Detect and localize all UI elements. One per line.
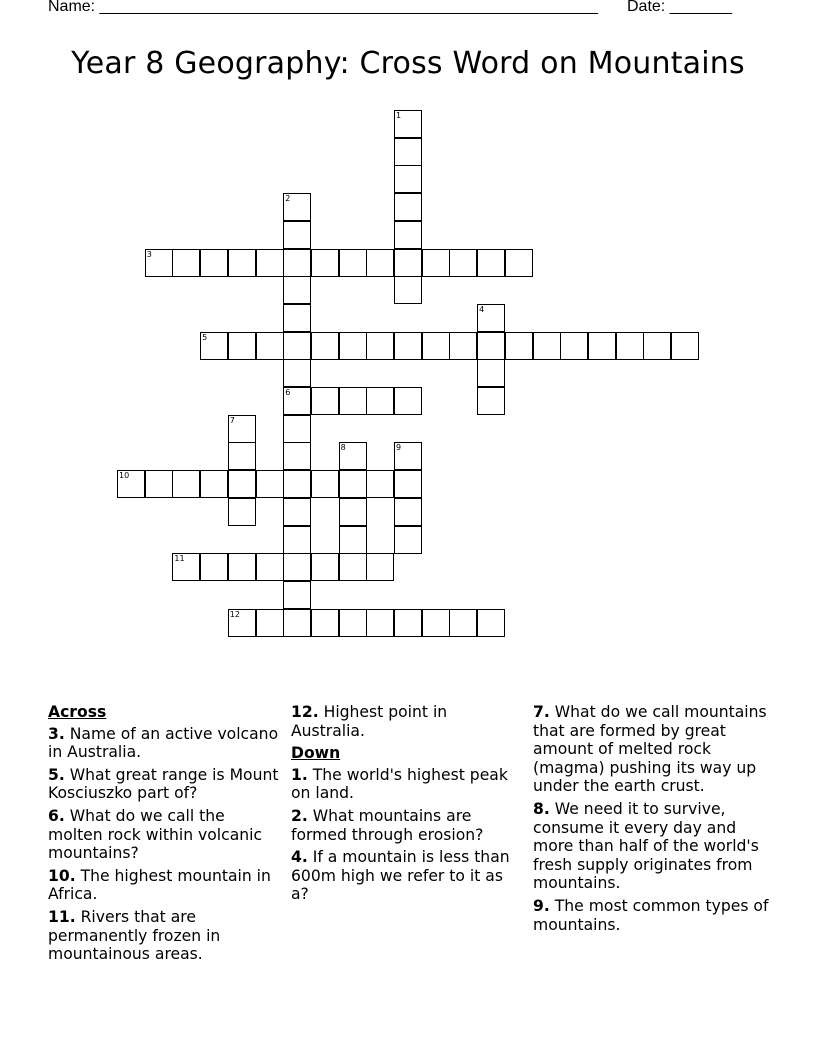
crossword-cell[interactable] xyxy=(366,387,394,415)
crossword-cell[interactable] xyxy=(256,470,284,498)
clue-text: The highest mountain in Africa. xyxy=(48,866,271,904)
crossword-cell[interactable] xyxy=(228,553,256,581)
crossword-cell[interactable] xyxy=(228,332,256,360)
crossword-cell[interactable] xyxy=(283,193,311,221)
crossword-cell[interactable] xyxy=(228,609,256,637)
clue-start-number: 9 xyxy=(396,443,402,453)
crossword-cell[interactable] xyxy=(394,609,422,637)
crossword-cell[interactable] xyxy=(256,553,284,581)
crossword-cell[interactable] xyxy=(283,470,311,498)
crossword-cell[interactable] xyxy=(172,553,200,581)
crossword-cell[interactable] xyxy=(505,332,533,360)
clue-number: 9. xyxy=(533,896,550,915)
crossword-cell[interactable] xyxy=(339,387,367,415)
clue-start-number: 5 xyxy=(202,332,208,342)
crossword-cell[interactable] xyxy=(339,470,367,498)
crossword-cell[interactable] xyxy=(339,609,367,637)
clue-text: If a mountain is less than 600m high we refer to it as a? xyxy=(291,848,510,904)
clue-number: 4. xyxy=(291,848,308,867)
clue-start-number: 1 xyxy=(396,111,402,120)
crossword-cell[interactable] xyxy=(366,249,394,277)
crossword-cell[interactable] xyxy=(477,332,505,360)
clue-across-12 xyxy=(291,703,523,740)
clue-number: 6. xyxy=(48,806,65,825)
crossword-cell[interactable] xyxy=(172,249,200,277)
clue-number: 8. xyxy=(533,799,550,818)
crossword-cell[interactable] xyxy=(145,249,173,277)
crossword-cell[interactable] xyxy=(533,332,561,360)
clue-text: Name of an active volcano in Australia. xyxy=(48,724,279,762)
clue-number: 7. xyxy=(533,703,550,721)
crossword-cell[interactable] xyxy=(339,442,367,470)
clue-number: 12. xyxy=(291,703,319,721)
crossword-cell[interactable] xyxy=(145,470,173,498)
crossword-cell[interactable] xyxy=(616,332,644,360)
crossword-cell[interactable] xyxy=(394,276,422,304)
crossword-cell[interactable] xyxy=(339,249,367,277)
crossword-cell[interactable] xyxy=(283,553,311,581)
crossword-cell[interactable] xyxy=(366,332,394,360)
crossword-cell[interactable] xyxy=(283,609,311,637)
crossword-cell[interactable] xyxy=(394,110,422,138)
clue-column-3 xyxy=(533,703,771,938)
clue-start-number: 3 xyxy=(146,249,152,259)
clue-text: What do we call the molten rock within volcanic mountains? xyxy=(48,806,263,863)
clue-across-3 xyxy=(48,725,280,762)
clue-start-number: 7 xyxy=(229,415,235,425)
crossword-cell[interactable] xyxy=(228,442,256,470)
crossword-cell[interactable] xyxy=(449,609,477,637)
crossword-cell[interactable] xyxy=(117,470,145,498)
crossword-cell[interactable] xyxy=(311,332,339,360)
crossword-cell[interactable] xyxy=(422,332,450,360)
crossword-cell[interactable] xyxy=(422,609,450,637)
clue-column-2 xyxy=(291,703,523,908)
crossword-cell[interactable] xyxy=(283,526,311,554)
crossword-cell[interactable] xyxy=(588,332,616,360)
crossword-cell[interactable] xyxy=(283,359,311,387)
clue-number: 11. xyxy=(48,907,76,926)
clue-down-8 xyxy=(533,800,771,893)
crossword-cell[interactable] xyxy=(311,249,339,277)
crossword-cell[interactable] xyxy=(366,553,394,581)
crossword-cell[interactable] xyxy=(394,249,422,277)
crossword-cell[interactable] xyxy=(339,526,367,554)
crossword-cell[interactable] xyxy=(505,249,533,277)
clue-text: What do we call mountains that are formed by great amount of melted rock (magma) pushing its way up under the earth crust. xyxy=(533,703,767,796)
crossword-cell[interactable] xyxy=(394,193,422,221)
crossword-cell[interactable] xyxy=(283,332,311,360)
crossword-cell[interactable] xyxy=(477,249,505,277)
clue-start-number: 8 xyxy=(340,443,346,453)
clue-text: What great range is Mount Kosciuszko part of? xyxy=(48,765,279,803)
crossword-cell[interactable] xyxy=(228,498,256,526)
crossword-cell[interactable] xyxy=(200,332,228,360)
crossword-cell[interactable] xyxy=(560,332,588,360)
clue-start-number: 2 xyxy=(285,194,291,204)
date-field-label: Date: _______ xyxy=(627,0,732,15)
crossword-cell[interactable] xyxy=(643,332,671,360)
crossword-cell[interactable] xyxy=(394,470,422,498)
clue-down-9 xyxy=(533,897,771,934)
clue-across-6 xyxy=(48,807,280,863)
crossword-cell[interactable] xyxy=(422,249,450,277)
clue-start-number: 12 xyxy=(229,609,240,619)
crossword-cell[interactable] xyxy=(394,138,422,166)
name-field-label: Name: ________________________________________________________ xyxy=(48,0,598,15)
clue-text: Rivers that are permanently frozen in mountainous areas. xyxy=(48,907,221,964)
crossword-cell[interactable] xyxy=(311,553,339,581)
clue-number: 2. xyxy=(291,806,308,825)
crossword-cell[interactable] xyxy=(200,470,228,498)
crossword-cell[interactable] xyxy=(228,415,256,443)
clue-text: The world's highest peak on land. xyxy=(291,765,508,803)
crossword-cell[interactable] xyxy=(671,332,699,360)
clue-text: The most common types of mountains. xyxy=(533,896,769,934)
clue-down-7 xyxy=(533,703,771,796)
clue-down-2 xyxy=(291,807,523,844)
clue-start-number: 11 xyxy=(174,554,185,564)
crossword-cell[interactable] xyxy=(283,249,311,277)
crossword-cell[interactable] xyxy=(394,332,422,360)
crossword-cell[interactable] xyxy=(172,470,200,498)
crossword-cell[interactable] xyxy=(283,498,311,526)
crossword-cell[interactable] xyxy=(311,470,339,498)
crossword-cell[interactable] xyxy=(366,609,394,637)
clue-number: 5. xyxy=(48,765,65,784)
crossword-cell[interactable] xyxy=(283,276,311,304)
crossword-cell[interactable] xyxy=(256,249,284,277)
crossword-cell[interactable] xyxy=(477,359,505,387)
crossword-cell[interactable] xyxy=(311,609,339,637)
crossword-cell[interactable] xyxy=(228,470,256,498)
crossword-cell[interactable] xyxy=(200,249,228,277)
clue-column-1 xyxy=(48,703,280,968)
crossword-cell[interactable] xyxy=(283,415,311,443)
clue-down-1 xyxy=(291,766,523,803)
crossword-cell[interactable] xyxy=(339,332,367,360)
crossword-cell[interactable] xyxy=(339,553,367,581)
page-title: Year 8 Geography: Cross Word on Mountains xyxy=(71,46,745,81)
clue-text: What mountains are formed through erosion? xyxy=(291,806,484,844)
crossword-cell[interactable] xyxy=(283,581,311,609)
crossword-cell[interactable] xyxy=(477,387,505,415)
clue-number: 1. xyxy=(291,765,308,784)
crossword-cell[interactable] xyxy=(394,387,422,415)
clue-start-number: 10 xyxy=(119,471,130,481)
crossword-cell[interactable] xyxy=(394,526,422,554)
clue-start-number: 6 xyxy=(285,388,291,397)
crossword-cell[interactable] xyxy=(339,498,367,526)
crossword-cell[interactable] xyxy=(283,304,311,332)
crossword-cell[interactable] xyxy=(256,332,284,360)
clue-text: Highest point in Australia. xyxy=(291,703,448,740)
crossword-cell[interactable] xyxy=(311,387,339,415)
down-heading: Down xyxy=(291,744,341,763)
crossword-cell[interactable] xyxy=(394,165,422,193)
clue-number: 10. xyxy=(48,866,76,885)
crossword-cell[interactable] xyxy=(283,387,311,415)
across-heading: Across xyxy=(48,703,107,721)
clue-across-5 xyxy=(48,766,280,803)
crossword-cell[interactable] xyxy=(283,221,311,249)
crossword-cell[interactable] xyxy=(200,553,228,581)
crossword-cell[interactable] xyxy=(283,442,311,470)
clue-across-10 xyxy=(48,867,280,904)
crossword-cell[interactable] xyxy=(394,498,422,526)
crossword-cell[interactable] xyxy=(477,304,505,332)
crossword-cell[interactable] xyxy=(228,249,256,277)
crossword-cell[interactable] xyxy=(449,249,477,277)
crossword-cell[interactable] xyxy=(394,221,422,249)
clue-across-11 xyxy=(48,908,280,964)
crossword-cell[interactable] xyxy=(256,609,284,637)
crossword-cell[interactable] xyxy=(477,609,505,637)
clue-down-4 xyxy=(291,848,523,904)
crossword-cell[interactable] xyxy=(366,470,394,498)
clue-start-number: 4 xyxy=(479,304,485,314)
clue-text: We need it to survive, consume it every day and more than half of the world's fresh supply originates from mountains. xyxy=(533,799,759,893)
clue-number: 3. xyxy=(48,724,65,743)
crossword-cell[interactable] xyxy=(449,332,477,360)
crossword-cell[interactable] xyxy=(394,442,422,470)
